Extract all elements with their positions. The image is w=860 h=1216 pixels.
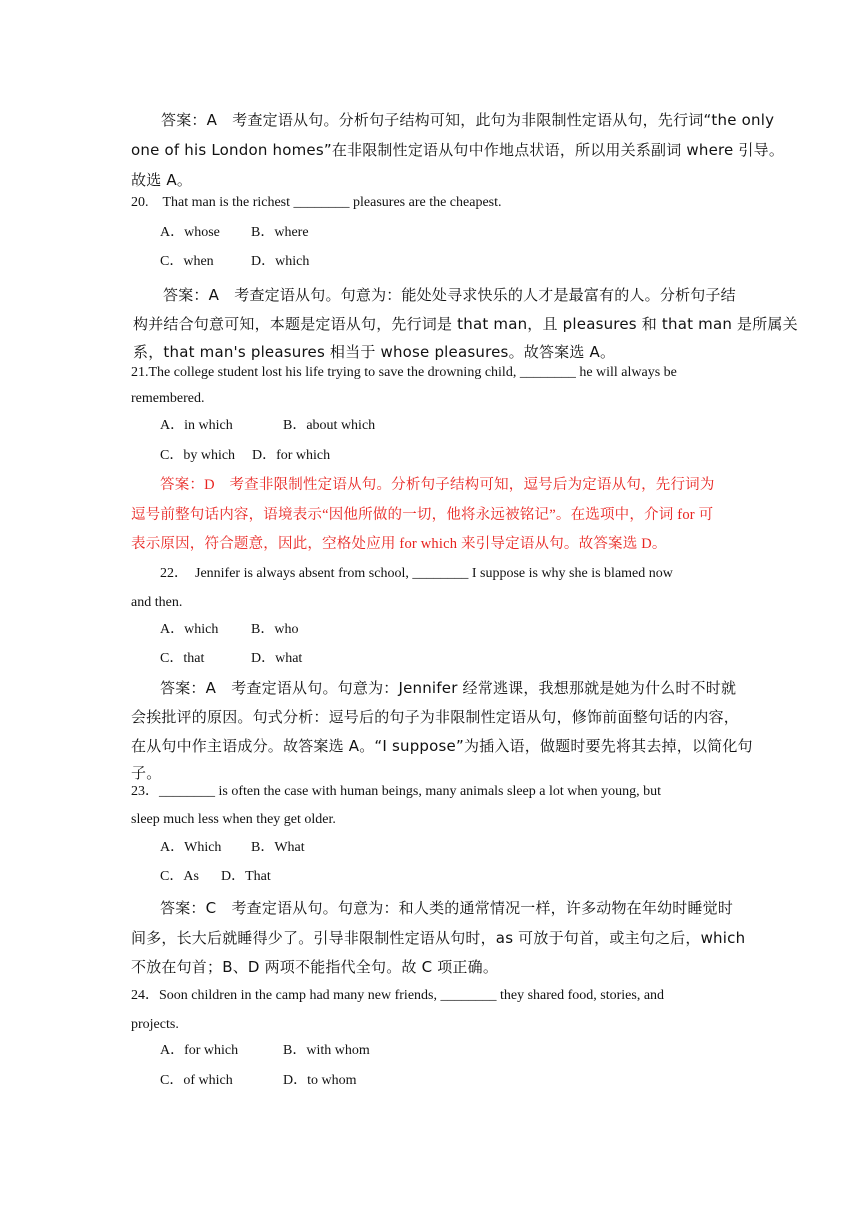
- question-24-option-c: C．of which: [160, 1073, 233, 1088]
- question-20-option-c: C．when: [160, 254, 214, 269]
- answer-20-line-3: 系，that man's pleasures 相当于 whose pleasures。故答案选 A。: [133, 343, 616, 361]
- answer-19-line-2: one of his London homes”在非限制性定语从句中作地点状语，所以用关系副词 where 引导。: [131, 141, 785, 159]
- question-21-stem-line-2: remembered.: [131, 391, 205, 406]
- question-22-option-c: C．that: [160, 651, 205, 666]
- question-24-stem-line-2: projects.: [131, 1017, 179, 1032]
- question-21-option-d: D．for which: [252, 448, 331, 463]
- answer-21-line-2: 逗号前整句话内容，语境表示“因他所做的一切，他将永远被铭记”。在选项中，介词 for 可: [131, 507, 714, 523]
- question-20-option-d: D．which: [251, 254, 310, 269]
- question-23-option-a: A．Which: [160, 840, 222, 855]
- question-22-stem-line-1: 22． Jennifer is always absent from school, ________ I suppose is why she is blamed now: [160, 566, 673, 581]
- question-22-option-b: B．who: [251, 622, 299, 637]
- answer-22-line-4: 子。: [131, 764, 162, 782]
- question-22-option-d: D．what: [251, 651, 303, 666]
- answer-22-line-1: 答案：A 考查定语从句。句意为：Jennifer 经常逃课，我想那就是她为什么时不时就: [160, 679, 737, 697]
- question-21-stem-line-1: 21.The college student lost his life trying to save the drowning child, ________ he will always be: [131, 365, 677, 380]
- question-22-option-a: A．which: [160, 622, 219, 637]
- question-20-stem: 20. That man is the richest ________ pleasures are the cheapest.: [131, 195, 502, 210]
- answer-23-line-1: 答案：C 考查定语从句。句意为：和人类的通常情况一样，许多动物在年幼时睡觉时: [160, 899, 734, 917]
- question-24-option-d: D．to whom: [283, 1073, 357, 1088]
- answer-23-line-3: 不放在句首；B、D 两项不能指代全句。故 C 项正确。: [131, 958, 499, 976]
- question-21-option-b: B．about which: [283, 418, 376, 433]
- answer-19-line-1: 答案：A 考查定语从句。分析句子结构可知，此句为非限制性定语从句，先行词“the only: [161, 111, 775, 129]
- question-20-option-b: B．where: [251, 225, 309, 240]
- question-24-option-a: A．for which: [160, 1043, 239, 1058]
- question-23-stem-line-2: sleep much less when they get older.: [131, 812, 336, 827]
- answer-20-line-1: 答案：A 考查定语从句。句意为：能处处寻求快乐的人才是最富有的人。分析句子结: [163, 286, 736, 304]
- question-21-option-a: A．in which: [160, 418, 233, 433]
- question-24-stem-line-1: 24．Soon children in the camp had many new friends, ________ they shared food, stories, and: [131, 988, 665, 1003]
- answer-21-line-1: 答案：D 考查非限制性定语从句。分析句子结构可知，逗号后为定语从句，先行词为: [160, 477, 715, 493]
- question-23-option-d: D．That: [221, 869, 271, 884]
- question-20-option-a: A．whose: [160, 225, 220, 240]
- answer-20-line-2: 构并结合句意可知，本题是定语从句，先行词是 that man，且 pleasures 和 that man 是所属关: [133, 315, 798, 333]
- question-23-option-b: B．What: [251, 840, 305, 855]
- answer-22-line-2: 会挨批评的原因。句式分析：逗号后的句子为非限制性定语从句，修饰前面整句话的内容，: [131, 708, 740, 726]
- answer-23-line-2: 间多，长大后就睡得少了。引导非限制性定语从句时，as 可放于句首，或主句之后，which: [131, 929, 746, 947]
- answer-19-line-3: 故选 A。: [131, 171, 193, 189]
- question-23-option-c: C．As: [160, 869, 199, 884]
- question-23-stem-line-1: 23．________ is often the case with human beings, many animals sleep a lot when young, but: [131, 784, 661, 799]
- answer-21-line-3: 表示原因，符合题意，因此，空格处应用 for which 来引导定语从句。故答案选 D。: [131, 536, 667, 552]
- question-22-stem-line-2: and then.: [131, 595, 183, 610]
- question-21-option-c: C．by which: [160, 448, 236, 463]
- question-24-option-b: B．with whom: [283, 1043, 370, 1058]
- answer-22-line-3: 在从句中作主语成分。故答案选 A。“I suppose”为插入语，做题时要先将其去掉，以简化句: [131, 737, 753, 755]
